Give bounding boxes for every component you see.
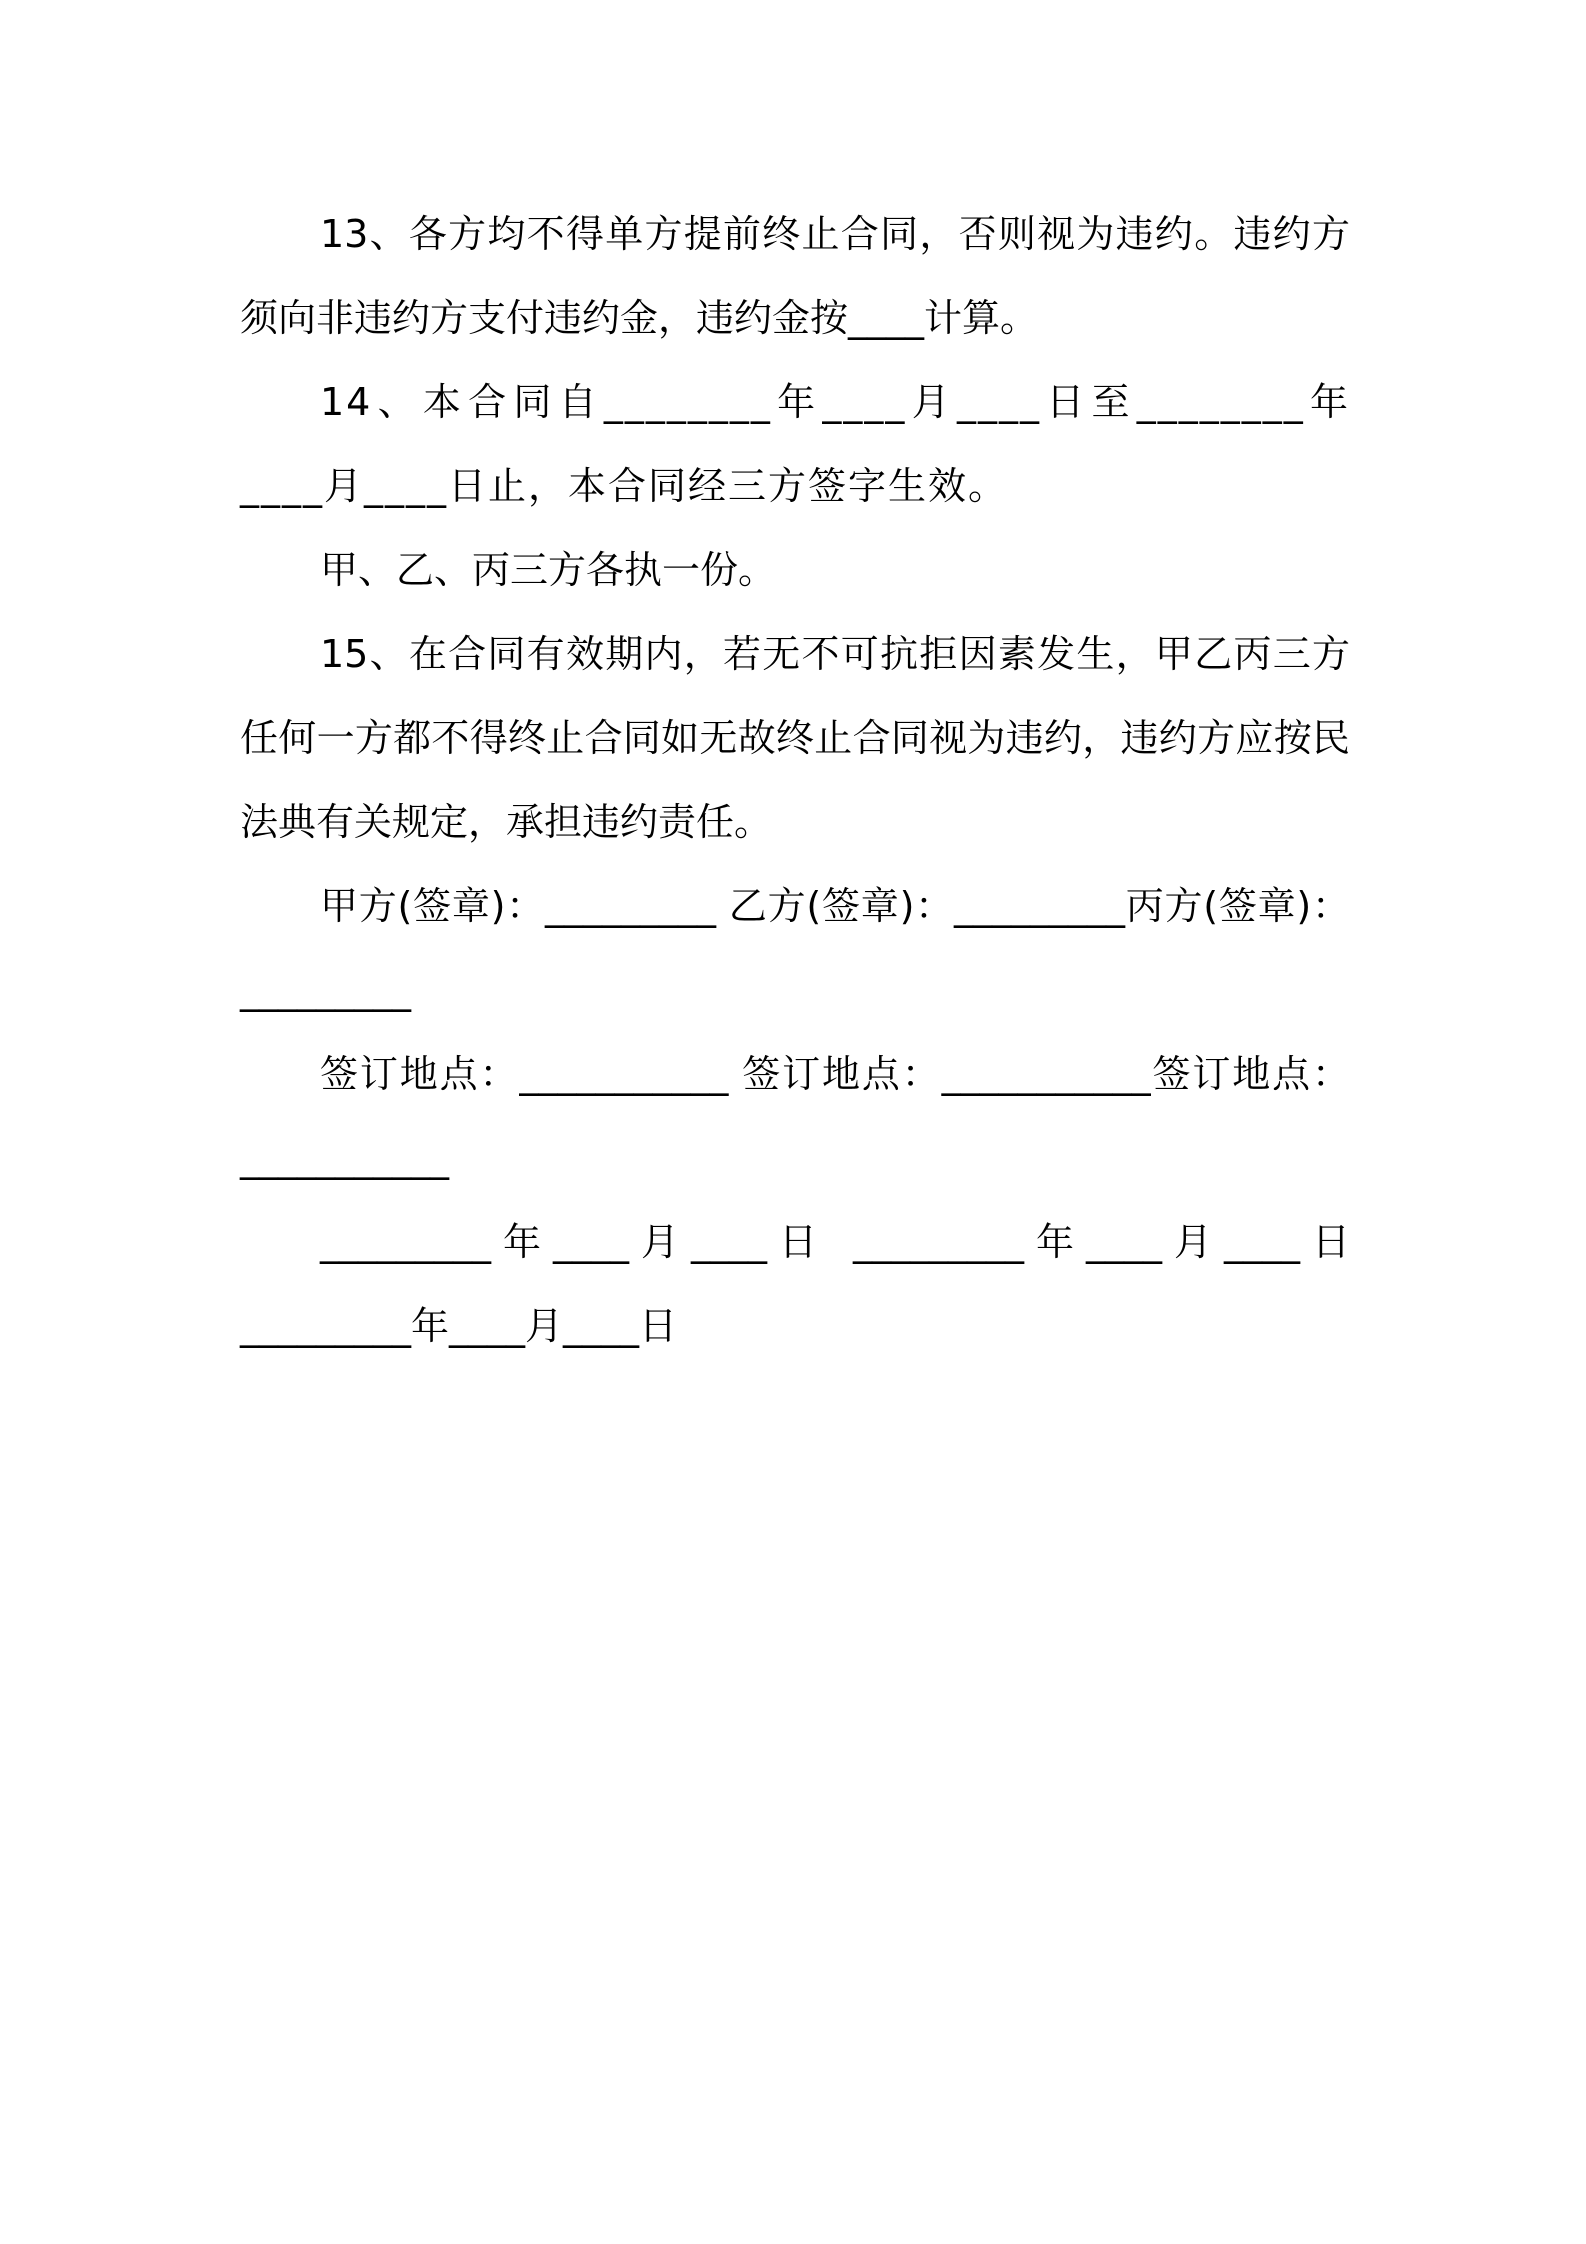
clause-14: 14、本合同自________年____月____日至________年____月____日止，本合同经三方签字生效。 (240, 380, 1350, 508)
signature-seal-line: 甲方(签章)：_________ 乙方(签章)：_________丙方(签章)：_________ (240, 884, 1350, 1012)
signing-place-line: 签订地点：___________ 签订地点：___________签订地点：___________ (240, 1052, 1350, 1180)
clause-15: 15、在合同有效期内，若无不可抗拒因素发生，甲乙丙三方任何一方都不得终止合同如无故终止合同视为违约，违约方应按民法典有关规定，承担违约责任。 (240, 632, 1350, 844)
copies-statement: 甲、乙、丙三方各执一份。 (320, 548, 777, 592)
clause-13: 13、各方均不得单方提前终止合同，否则视为违约。违约方须向非违约方支付违约金，违约金按____计算。 (240, 212, 1350, 340)
signing-date-line: _________年____月____日 _________年____月____日 _________年____月____日 (240, 1220, 1350, 1348)
document-body (240, 192, 1350, 1368)
